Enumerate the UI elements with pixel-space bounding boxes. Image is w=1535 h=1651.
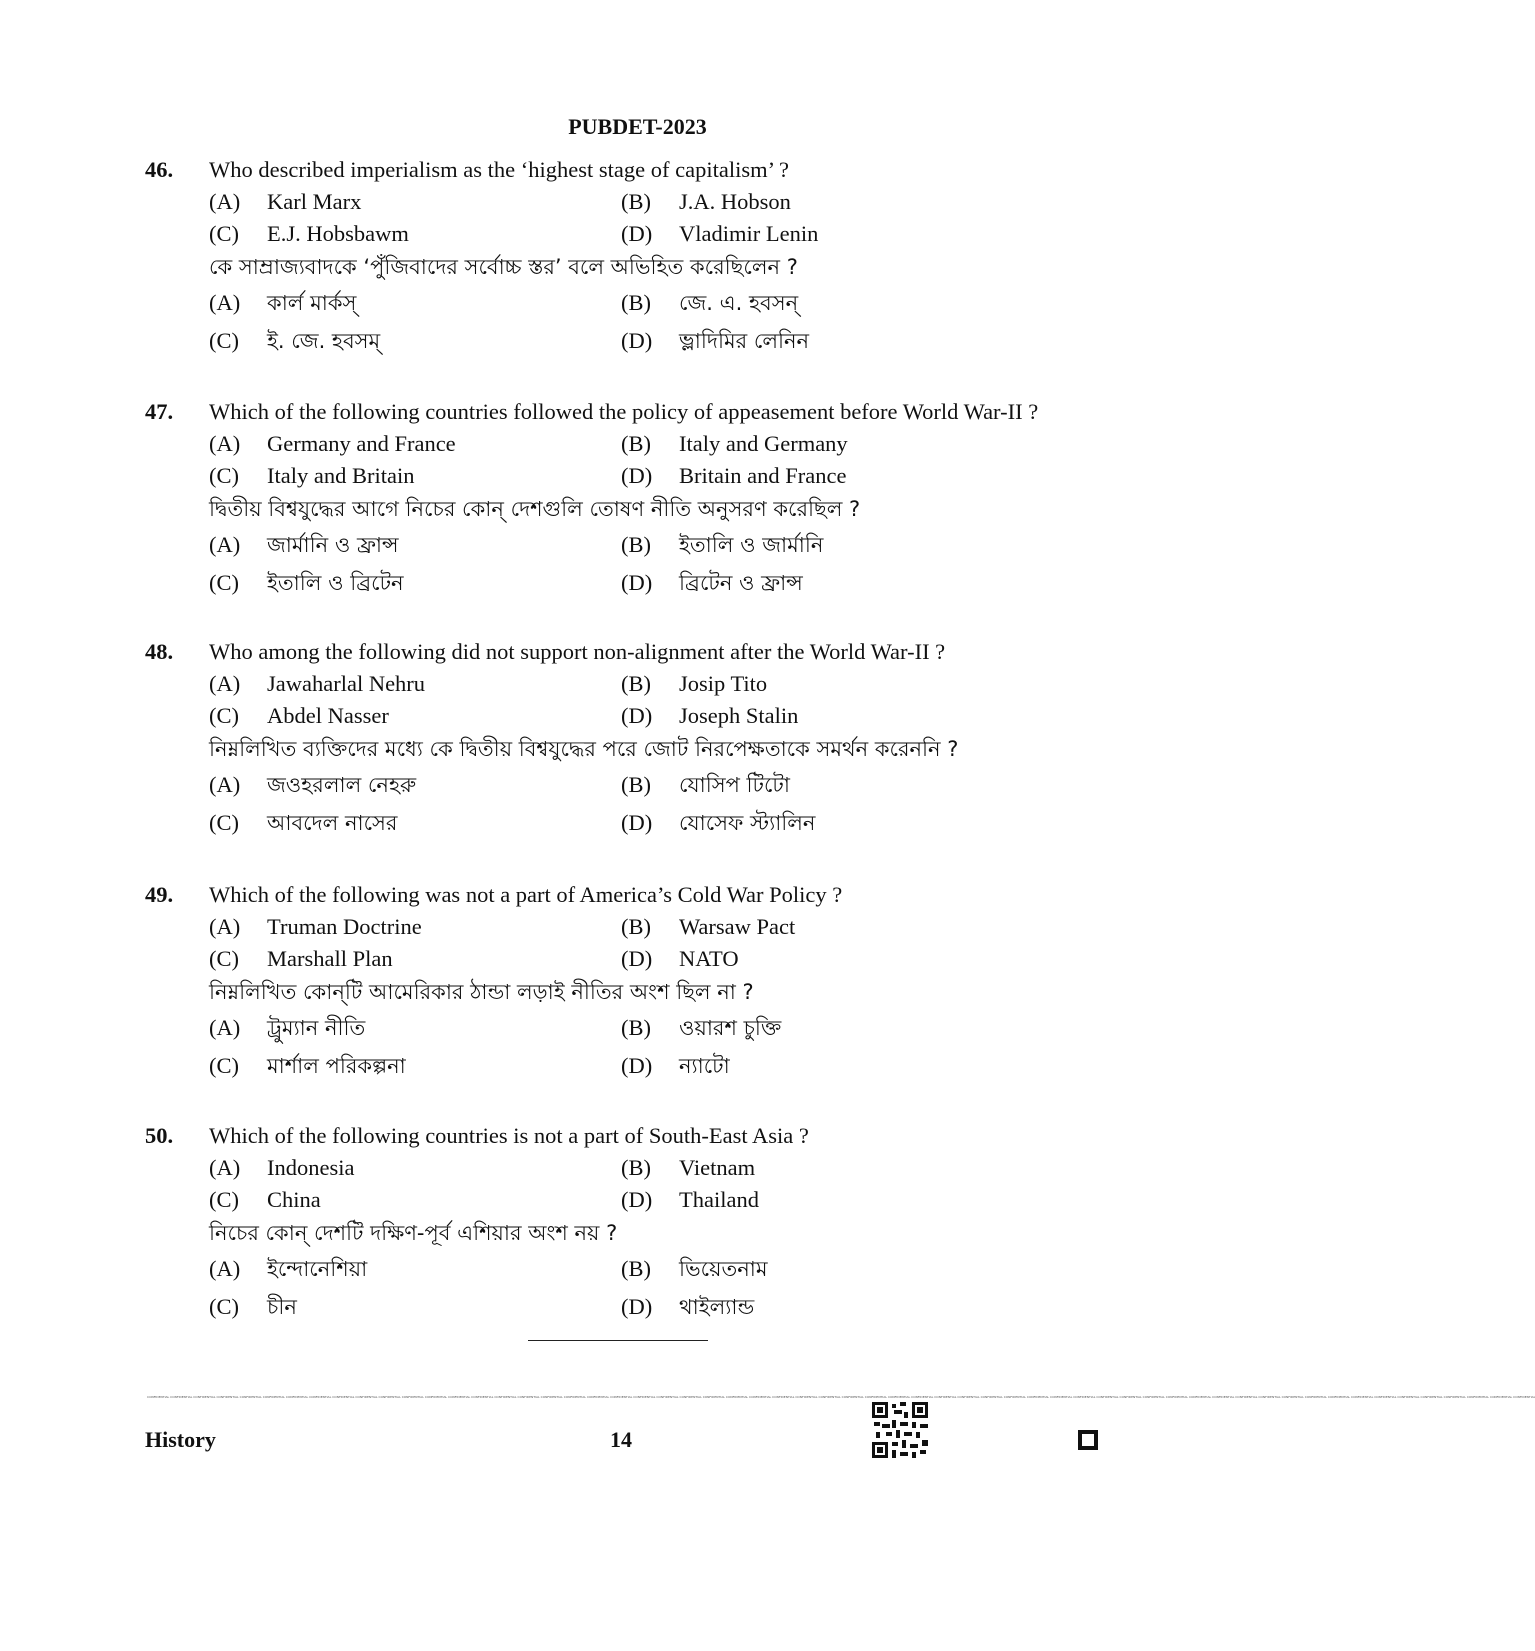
option-letter: (A) [209, 290, 241, 315]
option-letter: (B) [621, 914, 651, 939]
question-47 [145, 396, 1155, 602]
question-50 [145, 1120, 1155, 1326]
option-letter: (C) [209, 221, 239, 246]
option-text: আবদেল নাসের [267, 811, 398, 835]
option-text: ভিয়েতনাম [679, 1257, 768, 1281]
option-text: Truman Doctrine [267, 914, 422, 939]
option-text: ইতালি ও ব্রিটেন [267, 571, 404, 595]
option-letter: (A) [209, 532, 241, 557]
option-text: মার্শাল পরিকল্পনা [267, 1054, 406, 1078]
option-letter: (C) [209, 1187, 239, 1212]
question-text-bengali: দ্বিতীয় বিশ্বযুদ্ধের আগে নিচের কোন্ দেশগুলি তোষণ নীতি অনুসরণ করেছিল ? [209, 497, 861, 521]
option-letter: (D) [621, 703, 653, 728]
option-letter: (B) [621, 671, 651, 696]
option-letter: (D) [621, 1053, 653, 1078]
option-letter: (A) [209, 914, 241, 939]
question-number: 49. [145, 882, 174, 907]
question-46 [145, 154, 1155, 360]
option-text: Vietnam [679, 1155, 756, 1180]
option-letter: (C) [209, 810, 239, 835]
option-letter: (A) [209, 772, 241, 797]
option-letter: (C) [209, 570, 239, 595]
option-text: কার্ল মার্কস্ [267, 291, 357, 315]
option-text: Marshall Plan [267, 946, 393, 971]
question-text-english: Which of the following countries is not a part of South-East Asia ? [209, 1123, 809, 1148]
option-letter: (B) [621, 290, 651, 315]
option-letter: (C) [209, 328, 239, 353]
option-letter: (A) [209, 431, 241, 456]
option-letter: (D) [621, 570, 653, 595]
option-letter: (D) [621, 1187, 653, 1212]
option-text: Germany and France [267, 431, 456, 456]
option-letter: (A) [209, 1015, 241, 1040]
footer-subject: History [145, 1427, 216, 1452]
option-text: Joseph Stalin [679, 703, 799, 728]
qr-code-icon [872, 1402, 928, 1458]
page-title: PUBDET-2023 [568, 114, 707, 139]
option-letter: (C) [209, 463, 239, 488]
question-48 [145, 636, 1155, 842]
question-49 [145, 879, 1155, 1085]
option-text: ব্রিটেন ও ফ্রান্স [679, 571, 803, 595]
question-number: 50. [145, 1123, 174, 1148]
question-text-bengali: কে সাম্রাজ্যবাদকে ‘পুঁজিবাদের সর্বোচ্চ স্তর’ বলে অভিহিত করেছিলেন ? [209, 255, 798, 279]
option-text: Josip Tito [679, 671, 768, 696]
question-text-bengali: নিম্নলিখিত ব্যক্তিদের মধ্যে কে দ্বিতীয় বিশ্বযুদ্ধের পরে জোট নিরপেক্ষতাকে সমর্থন করেননি ? [209, 737, 959, 761]
option-letter: (D) [621, 946, 653, 971]
question-text-english: Which of the following was not a part of America’s Cold War Policy ? [209, 882, 843, 907]
option-letter: (B) [621, 532, 651, 557]
option-text: ইতালি ও জার্মানি [679, 533, 824, 557]
option-letter: (B) [621, 1155, 651, 1180]
option-text: যোসেফ স্ট্যালিন [679, 811, 816, 835]
option-letter: (B) [621, 1015, 651, 1040]
option-text: E.J. Hobsbawm [267, 221, 409, 246]
option-text: থাইল্যান্ড [679, 1295, 755, 1319]
question-number: 47. [145, 399, 174, 424]
option-letter: (A) [209, 189, 241, 214]
option-letter: (C) [209, 1053, 239, 1078]
option-text: জওহরলাল নেহরু [267, 773, 417, 797]
question-text-bengali: নিচের কোন্ দেশটি দক্ষিণ-পূর্ব এশিয়ার অংশ নয় ? [209, 1221, 618, 1245]
option-letter: (B) [621, 431, 651, 456]
option-letter: (D) [621, 463, 653, 488]
option-text: Warsaw Pact [679, 914, 796, 939]
question-text-bengali: নিম্নলিখিত কোন্‌টি আমেরিকার ঠান্ডা লড়াই নীতির অংশ ছিল না ? [209, 980, 754, 1004]
corner-square-icon [1078, 1430, 1098, 1450]
question-text-english: Who among the following did not support non-alignment after the World War-II ? [209, 639, 946, 664]
option-text: জে. এ. হবসন্ [679, 291, 799, 315]
option-letter: (A) [209, 1256, 241, 1281]
option-letter: (C) [209, 1294, 239, 1319]
option-letter: (D) [621, 1294, 653, 1319]
option-text: Karl Marx [267, 189, 362, 214]
option-text: China [267, 1187, 321, 1212]
option-text: ই. জে. হবসম্ [267, 329, 381, 353]
question-text-english: Who described imperialism as the ‘highest stage of capitalism’ ? [209, 157, 790, 182]
option-text: ইন্দোনেশিয়া [267, 1257, 368, 1281]
page-number: 14 [610, 1427, 632, 1452]
option-text: ওয়ারশ চুক্তি [679, 1016, 782, 1040]
question-number: 48. [145, 639, 174, 664]
option-text: ভ্লাদিমির লেনিন [679, 329, 810, 353]
option-text: Italy and Britain [267, 463, 415, 488]
option-text: Thailand [679, 1187, 759, 1212]
option-letter: (A) [209, 1155, 241, 1180]
option-text: জার্মানি ও ফ্রান্স [267, 533, 399, 557]
option-text: Vladimir Lenin [679, 221, 819, 246]
option-letter: (B) [621, 772, 651, 797]
option-letter: (C) [209, 703, 239, 728]
option-letter: (A) [209, 671, 241, 696]
option-text: ন্যাটো [679, 1054, 730, 1078]
option-letter: (B) [621, 189, 651, 214]
end-of-questions-rule [528, 1340, 708, 1341]
option-letter: (D) [621, 328, 653, 353]
option-text: Abdel Nasser [267, 703, 389, 728]
option-text: Indonesia [267, 1155, 355, 1180]
option-text: যোসিপ টিটো [679, 773, 790, 797]
option-text: NATO [679, 946, 739, 971]
option-text: Italy and Germany [679, 431, 848, 456]
option-letter: (C) [209, 946, 239, 971]
option-letter: (D) [621, 810, 653, 835]
question-number: 46. [145, 157, 174, 182]
option-text: Britain and France [679, 463, 847, 488]
question-text-english: Which of the following countries followed the policy of appeasement before World War-II ? [209, 399, 1039, 424]
option-text: চীন [267, 1295, 297, 1319]
option-text: Jawaharlal Nehru [267, 671, 426, 696]
option-text: J.A. Hobson [679, 189, 791, 214]
confidential-strip: CONFIDENTIAL CONFIDENTIAL CONFIDENTIAL CONFIDENTIAL CONFIDENTIAL CONFIDENTIAL CONFIDENTIAL CONFIDENTIAL CONFIDENTIAL CONFIDENTIAL CONFIDENTIAL CONFIDENTIAL CONFIDENTIAL CONFIDENTIAL CONFIDENTIAL CONFIDENTIAL CONFIDENTIAL CONFIDENTIAL CONFIDENTIAL CONFIDENTIAL CONFIDENTIAL CONFIDENTIAL CONFIDENTIAL CONFIDENTIAL CONFIDENTIAL CONFIDENTIAL CONFIDENTIAL CONFIDENTIAL CONFIDENTIAL CONFIDENTIAL CONFIDENTIAL CONFIDENTIAL CONFIDENTIAL CONFIDENTIAL CONFIDENTIAL CONFIDENTIAL CONFIDENTIAL CONFIDENTIAL CONFIDENTIAL CONFIDENTIAL CONFIDENTIAL CONFIDENTIAL CONFIDENTIAL CONFIDENTIAL CONFIDENTIAL CONFIDENTIAL CONFIDENTIAL CONFIDENTIAL CONFIDENTIAL CONFIDENTIAL CONFIDENTIAL CONFIDENTIAL CONFIDENTIAL CONFIDENTIAL CONFIDENTIAL CONFIDENTIAL CONFIDENTIAL CONFIDENTIAL CONFIDENTIAL CONFIDENTIAL [147, 1395, 1535, 1399]
option-letter: (D) [621, 221, 653, 246]
option-letter: (B) [621, 1256, 651, 1281]
option-text: ট্রুম্যান নীতি [267, 1016, 366, 1040]
